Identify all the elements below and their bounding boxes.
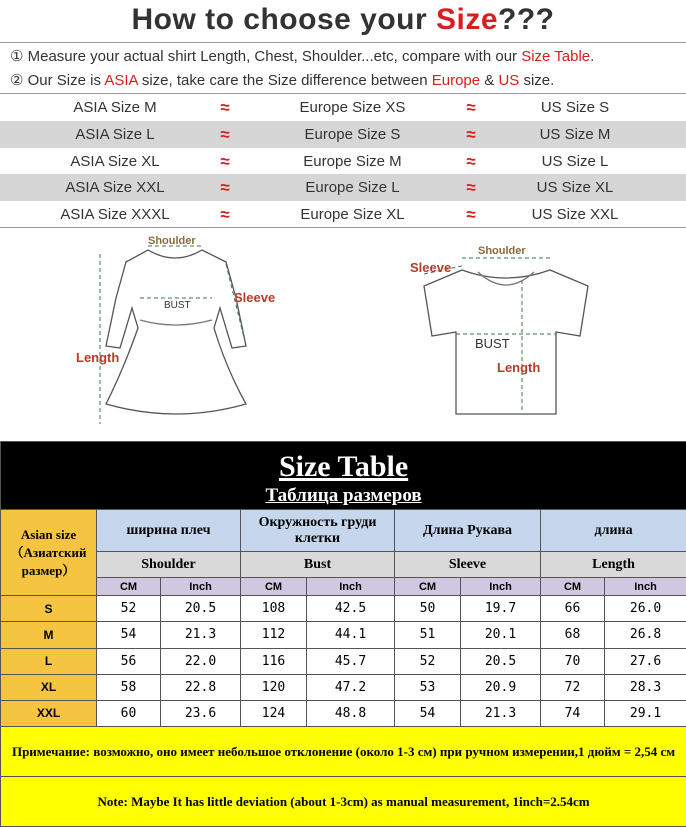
unit-cm: CM xyxy=(241,578,307,596)
asia-size: ASIA Size XXL xyxy=(65,179,165,196)
dress-sleeve-label: Sleeve xyxy=(234,290,276,305)
instruction-text: & xyxy=(480,72,499,89)
value-inch: 42.5 xyxy=(307,596,395,622)
unit-inch: Inch xyxy=(461,578,541,596)
measurement-diagrams xyxy=(0,228,686,440)
instruction-line-1 xyxy=(10,47,594,65)
value-cm: 72 xyxy=(541,674,605,700)
size-conversion-row xyxy=(0,148,686,175)
col-header-ru: ширина плеч xyxy=(97,510,241,552)
value-cm: 56 xyxy=(97,648,161,674)
value-inch: 20.5 xyxy=(161,596,241,622)
asian-size-label: Asian size xyxy=(20,526,77,542)
asian-size-ru: （Азиатский размер） xyxy=(10,544,87,578)
value-inch: 21.3 xyxy=(461,700,541,726)
col-header-ru: длина xyxy=(541,510,686,552)
value-cm: 120 xyxy=(241,674,307,700)
size-conversion-row xyxy=(0,201,686,228)
europe-size: Europe Size XL xyxy=(300,206,405,223)
page-title xyxy=(0,0,686,40)
value-cm: 54 xyxy=(395,700,461,726)
col-header-ru: Длина Рукава xyxy=(395,510,541,552)
unit-inch: Inch xyxy=(307,578,395,596)
value-cm: 54 xyxy=(97,622,161,648)
size-label: L xyxy=(1,648,97,674)
europe-size: Europe Size XS xyxy=(299,99,406,116)
instruction-text: size. xyxy=(519,72,555,89)
value-cm: 66 xyxy=(541,596,605,622)
approx-symbol: ≈ xyxy=(220,205,230,224)
europe-size: Europe Size M xyxy=(303,153,402,170)
us-size: US Size XXL xyxy=(531,206,619,223)
value-cm: 51 xyxy=(395,622,461,648)
value-inch: 20.1 xyxy=(461,622,541,648)
value-inch: 29.1 xyxy=(605,700,686,726)
instruction-line-2 xyxy=(10,71,554,89)
col-header-en: Bust xyxy=(241,552,395,578)
garment-diagram xyxy=(0,228,686,440)
value-inch: 26.8 xyxy=(605,622,686,648)
value-inch: 22.0 xyxy=(161,648,241,674)
size-table xyxy=(0,441,686,827)
dress-measure-lines xyxy=(100,246,246,424)
size-conversion-row xyxy=(0,121,686,148)
approx-symbol: ≈ xyxy=(466,152,476,171)
table-row xyxy=(1,674,686,700)
approx-symbol: ≈ xyxy=(466,205,476,224)
tshirt-sleeve-label: Sleeve xyxy=(410,260,452,275)
value-cm: 112 xyxy=(241,622,307,648)
instruction-text: Our Size is xyxy=(23,72,105,89)
size-label: S xyxy=(1,596,97,622)
table-row xyxy=(1,622,686,648)
value-cm: 70 xyxy=(541,648,605,674)
dress-length-label: Length xyxy=(76,350,120,365)
asia-size: ASIA Size M xyxy=(73,99,157,116)
value-cm: 74 xyxy=(541,700,605,726)
size-conversion-row xyxy=(0,174,686,201)
value-cm: 58 xyxy=(97,674,161,700)
size-label: M xyxy=(1,622,97,648)
europe-size: Europe Size L xyxy=(305,179,400,196)
us-size: US Size S xyxy=(540,99,610,116)
value-inch: 27.6 xyxy=(605,648,686,674)
approx-symbol: ≈ xyxy=(220,152,230,171)
col-header-ru: Окружность груди клетки xyxy=(241,510,395,552)
us-size: US Size L xyxy=(541,153,609,170)
asia-size: ASIA Size XL xyxy=(70,153,160,170)
value-inch: 47.2 xyxy=(307,674,395,700)
asia-highlight: ASIA xyxy=(104,72,138,89)
title-suffix: ??? xyxy=(498,3,555,36)
tshirt-shoulder-label: Shoulder xyxy=(478,245,526,257)
table-row xyxy=(1,596,686,622)
instruction-text: size, take care the Size difference between xyxy=(137,72,432,89)
value-cm: 53 xyxy=(395,674,461,700)
asia-size: ASIA Size XXXL xyxy=(60,206,170,223)
unit-inch: Inch xyxy=(161,578,241,596)
dress-illustration xyxy=(106,250,246,414)
table-row xyxy=(1,648,686,674)
value-inch: 21.3 xyxy=(161,622,241,648)
title-highlight: Size xyxy=(436,3,499,36)
asia-size: ASIA Size L xyxy=(75,126,155,143)
value-cm: 50 xyxy=(395,596,461,622)
approx-symbol: ≈ xyxy=(220,125,230,144)
value-inch: 28.3 xyxy=(605,674,686,700)
unit-inch: Inch xyxy=(605,578,686,596)
title-text: How to choose your xyxy=(131,3,436,36)
tshirt-bust-label: BUST xyxy=(475,336,510,351)
col-header-en: Sleeve xyxy=(395,552,541,578)
value-cm: 60 xyxy=(97,700,161,726)
table-row xyxy=(1,700,686,726)
instruction-text: Measure your actual shirt Length, Chest, Shoulder...etc, compare with our xyxy=(23,48,522,65)
value-cm: 52 xyxy=(395,648,461,674)
value-inch: 19.7 xyxy=(461,596,541,622)
col-header-en: Shoulder xyxy=(97,552,241,578)
table-title: Size Table xyxy=(1,442,686,484)
dress-shoulder-label: Shoulder xyxy=(148,235,196,247)
value-cm: 108 xyxy=(241,596,307,622)
value-inch: 22.8 xyxy=(161,674,241,700)
divider xyxy=(0,42,686,43)
table-subtitle: Таблица размеров xyxy=(1,484,686,510)
size-label: XL xyxy=(1,674,97,700)
approx-symbol: ≈ xyxy=(466,178,476,197)
europe-size: Europe Size S xyxy=(304,126,401,143)
us-size: US Size XL xyxy=(536,179,614,196)
size-conversion-row xyxy=(0,94,686,121)
size-label: XXL xyxy=(1,700,97,726)
us-size: US Size M xyxy=(539,126,611,143)
tshirt-length-label: Length xyxy=(497,360,541,375)
value-cm: 124 xyxy=(241,700,307,726)
col-header-en: Length xyxy=(541,552,686,578)
unit-cm: CM xyxy=(395,578,461,596)
note-russian: Примечание: возможно, оно имеет небольшое отклонение (около 1-3 см) при ручном измерении,1 дюйм = 2,54 см xyxy=(1,726,686,776)
step-number: ② xyxy=(10,72,24,89)
step-number: ① xyxy=(10,48,24,65)
us-highlight: US xyxy=(498,72,520,89)
value-inch: 23.6 xyxy=(161,700,241,726)
value-inch: 20.9 xyxy=(461,674,541,700)
value-inch: 26.0 xyxy=(605,596,686,622)
asian-size-header xyxy=(1,510,97,596)
instruction-highlight: Size Table xyxy=(521,48,591,65)
value-cm: 116 xyxy=(241,648,307,674)
value-cm: 68 xyxy=(541,622,605,648)
unit-cm: CM xyxy=(97,578,161,596)
unit-cm: CM xyxy=(541,578,605,596)
dress-bust-label: BUST xyxy=(164,300,191,311)
value-inch: 48.8 xyxy=(307,700,395,726)
value-cm: 52 xyxy=(97,596,161,622)
europe-highlight: Europe xyxy=(431,72,481,89)
approx-symbol: ≈ xyxy=(466,98,476,117)
approx-symbol: ≈ xyxy=(466,125,476,144)
value-inch: 20.5 xyxy=(461,648,541,674)
approx-symbol: ≈ xyxy=(220,98,230,117)
value-inch: 44.1 xyxy=(307,622,395,648)
note-english: Note: Maybe It has little deviation (about 1-3cm) as manual measurement, 1inch=2.54cm xyxy=(1,776,686,826)
instruction-end: . xyxy=(590,48,595,65)
approx-symbol: ≈ xyxy=(220,178,230,197)
value-inch: 45.7 xyxy=(307,648,395,674)
